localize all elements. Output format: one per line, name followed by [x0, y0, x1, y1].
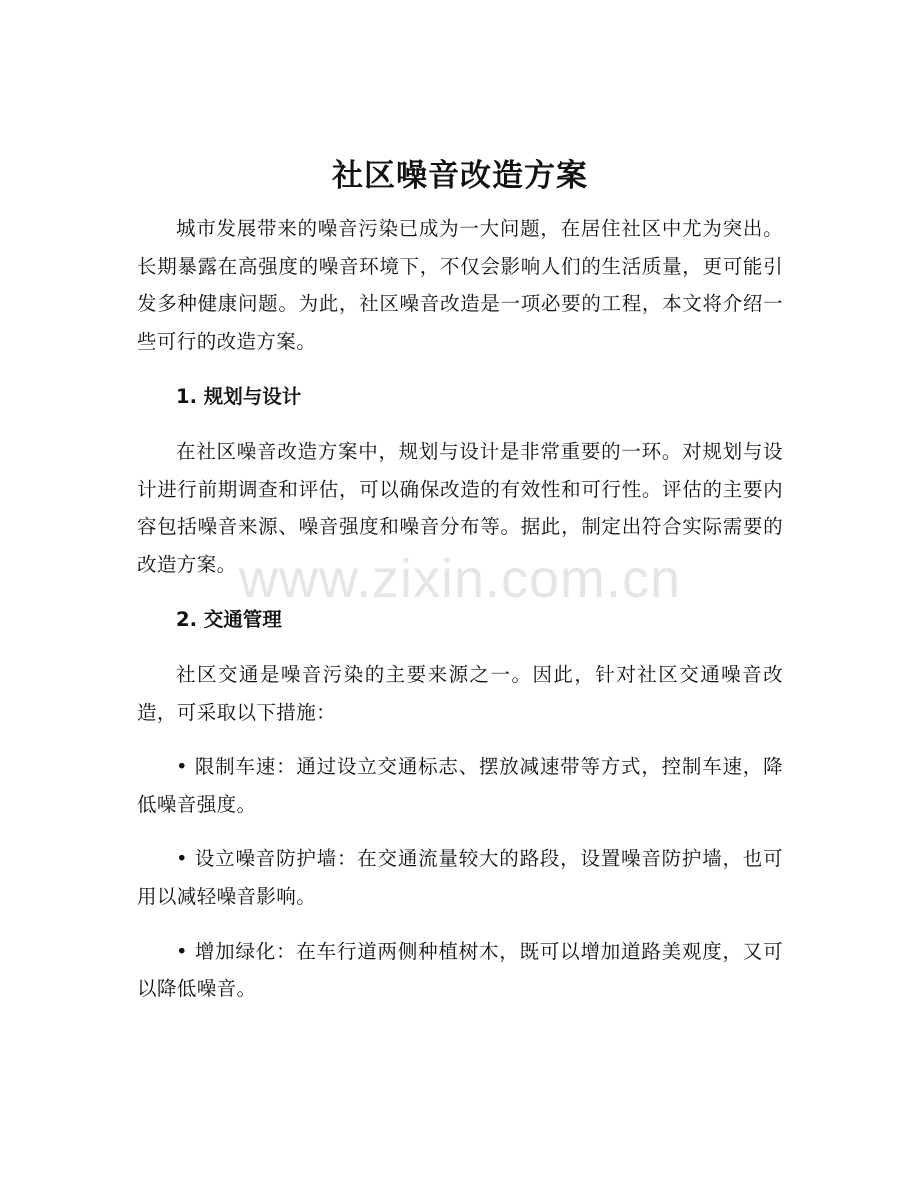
section-heading-traffic: 2. 交通管理: [176, 608, 282, 632]
section-body-traffic: 社区交通是噪音污染的主要来源之一。因此，针对社区交通噪音改造，可采取以下措施：: [137, 662, 783, 724]
document-content: [137, 150, 783, 1008]
bullet-item-speed-limit: • 限制车速：通过设立交通标志、摆放减速带等方式，控制车速，降低噪音强度。: [137, 755, 783, 816]
watermark: www.zixin.com.cn: [238, 549, 682, 609]
section-body-planning: 在社区噪音改造方案中，规划与设计是非常重要的一环。对规划与设计进行前期调查和评估，可以确保改造的有效性和可行性。评估的主要内容包括噪音来源、噪音强度和噪音分布等。据此，制定出符合实际需要的改造方案。: [137, 439, 783, 576]
section-heading-planning: 1. 规划与设计: [176, 385, 302, 409]
intro-paragraph: 城市发展带来的噪音污染已成为一大问题，在居住社区中尤为突出。长期暴露在高强度的噪音环境下，不仅会影响人们的生活质量，更可能引发多种健康问题。为此，社区噪音改造是一项必要的工程，本文将介绍一些可行的改造方案。: [137, 217, 783, 353]
bullet-item-noise-wall: • 设立噪音防护墙：在交通流量较大的路段，设置噪音防护墙，也可用以减轻噪音影响。: [137, 847, 783, 908]
bullet-item-greening: • 增加绿化：在车行道两侧种植树木，既可以增加道路美观度，又可以降低噪音。: [137, 939, 783, 1001]
document-title: 社区噪音改造方案: [332, 158, 588, 194]
